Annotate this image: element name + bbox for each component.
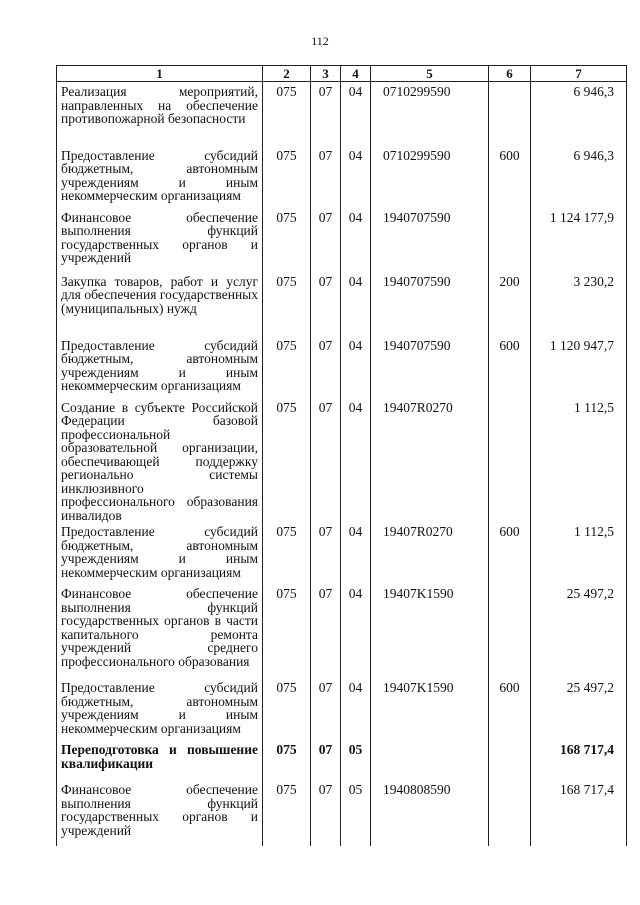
row-name: Финансовое обеспечение выполнения функций государственных органов в части капитального ремонта учреждений среднего профессионального образования — [57, 584, 263, 678]
row-section-code: 07 — [311, 678, 341, 740]
row-ministry-code: 075 — [263, 678, 311, 740]
row-name: Предоставление субсидий бюджетным, автономным учреждениям и иным некоммерческим организациям — [57, 146, 263, 208]
table-row — [57, 740, 627, 780]
row-target-article: 1940808590 — [371, 780, 489, 846]
table-row — [57, 82, 627, 146]
row-name: Финансовое обеспечение выполнения функций государственных органов и учреждений — [57, 780, 263, 846]
row-section-code: 07 — [311, 398, 341, 523]
row-expense-type: 600 — [489, 336, 531, 398]
row-section-code: 07 — [311, 584, 341, 678]
row-amount: 6 946,3 — [531, 82, 627, 146]
row-amount: 3 230,2 — [531, 272, 627, 336]
column-header-3: 3 — [311, 66, 341, 82]
page-number: 112 — [311, 34, 329, 48]
row-name: Финансовое обеспечение выполнения функций государственных органов и учреждений — [57, 208, 263, 272]
row-amount: 25 497,2 — [531, 678, 627, 740]
row-ministry-code: 075 — [263, 208, 311, 272]
row-ministry-code: 075 — [263, 780, 311, 846]
column-header-2: 2 — [263, 66, 311, 82]
row-target-article: 0710299590 — [371, 146, 489, 208]
row-subsection-code: 04 — [341, 522, 371, 584]
row-ministry-code: 075 — [263, 584, 311, 678]
row-target-article: 1940707590 — [371, 336, 489, 398]
table-header-row — [57, 66, 627, 82]
row-section-code: 07 — [311, 82, 341, 146]
row-subsection-code: 04 — [341, 678, 371, 740]
row-expense-type: 200 — [489, 272, 531, 336]
row-subsection-code: 04 — [341, 584, 371, 678]
row-amount: 168 717,4 — [531, 740, 627, 780]
row-subsection-code: 05 — [341, 740, 371, 780]
row-section-code: 07 — [311, 336, 341, 398]
table-row — [57, 780, 627, 846]
row-amount: 1 124 177,9 — [531, 208, 627, 272]
row-subsection-code: 04 — [341, 208, 371, 272]
column-header-6: 6 — [489, 66, 531, 82]
row-expense-type: 600 — [489, 522, 531, 584]
table-row — [57, 208, 627, 272]
row-subsection-code: 05 — [341, 780, 371, 846]
row-target-article: 19407R0270 — [371, 522, 489, 584]
row-amount: 1 112,5 — [531, 522, 627, 584]
row-section-code: 07 — [311, 780, 341, 846]
row-ministry-code: 075 — [263, 82, 311, 146]
row-target-article: 1940707590 — [371, 208, 489, 272]
row-subsection-code: 04 — [341, 336, 371, 398]
row-name: Закупка товаров, работ и услуг для обеспечения государственных (муниципальных) нужд — [57, 272, 263, 336]
row-ministry-code: 075 — [263, 272, 311, 336]
column-header-5: 5 — [371, 66, 489, 82]
row-expense-type — [489, 82, 531, 146]
row-name: Переподготовка и повышение квалификации — [57, 740, 263, 780]
row-ministry-code: 075 — [263, 146, 311, 208]
row-amount: 6 946,3 — [531, 146, 627, 208]
row-ministry-code: 075 — [263, 398, 311, 523]
table-row — [57, 584, 627, 678]
row-name: Предоставление субсидий бюджетным, автономным учреждениям и иным некоммерческим организациям — [57, 522, 263, 584]
row-expense-type — [489, 780, 531, 846]
row-amount: 1 120 947,7 — [531, 336, 627, 398]
column-header-7: 7 — [531, 66, 627, 82]
column-header-1: 1 — [57, 66, 263, 82]
row-target-article: 19407R0270 — [371, 398, 489, 523]
table-row — [57, 272, 627, 336]
row-name: Реализация мероприятий, направленных на обеспечение противопожарной безопасности — [57, 82, 263, 146]
row-name: Создание в субъекте Российской Федерации базовой профессиональной образовательной организации, обеспечивающей поддержку регионально системы инклюзивного профессионального образования инвалидов — [57, 398, 263, 523]
row-subsection-code: 04 — [341, 272, 371, 336]
row-section-code: 07 — [311, 272, 341, 336]
row-ministry-code: 075 — [263, 336, 311, 398]
table-row — [57, 146, 627, 208]
row-expense-type — [489, 398, 531, 523]
row-expense-type: 600 — [489, 146, 531, 208]
row-section-code: 07 — [311, 208, 341, 272]
row-name: Предоставление субсидий бюджетным, автономным учреждениям и иным некоммерческим организациям — [57, 678, 263, 740]
row-amount: 168 717,4 — [531, 780, 627, 846]
row-target-article: 19407K1590 — [371, 584, 489, 678]
row-amount: 25 497,2 — [531, 584, 627, 678]
row-expense-type — [489, 208, 531, 272]
row-subsection-code: 04 — [341, 82, 371, 146]
row-expense-type: 600 — [489, 678, 531, 740]
row-target-article — [371, 740, 489, 780]
table-row — [57, 678, 627, 740]
row-section-code: 07 — [311, 522, 341, 584]
row-subsection-code: 04 — [341, 146, 371, 208]
row-ministry-code: 075 — [263, 740, 311, 780]
table-row — [57, 336, 627, 398]
table-row — [57, 522, 627, 584]
row-target-article: 19407K1590 — [371, 678, 489, 740]
row-target-article: 1940707590 — [371, 272, 489, 336]
row-expense-type — [489, 740, 531, 780]
row-section-code: 07 — [311, 740, 341, 780]
row-name: Предоставление субсидий бюджетным, автономным учреждениям и иным некоммерческим организациям — [57, 336, 263, 398]
column-header-4: 4 — [341, 66, 371, 82]
row-section-code: 07 — [311, 146, 341, 208]
row-target-article: 0710299590 — [371, 82, 489, 146]
table-row — [57, 398, 627, 523]
row-amount: 1 112,5 — [531, 398, 627, 523]
row-subsection-code: 04 — [341, 398, 371, 523]
budget-table — [56, 65, 627, 846]
row-ministry-code: 075 — [263, 522, 311, 584]
row-expense-type — [489, 584, 531, 678]
